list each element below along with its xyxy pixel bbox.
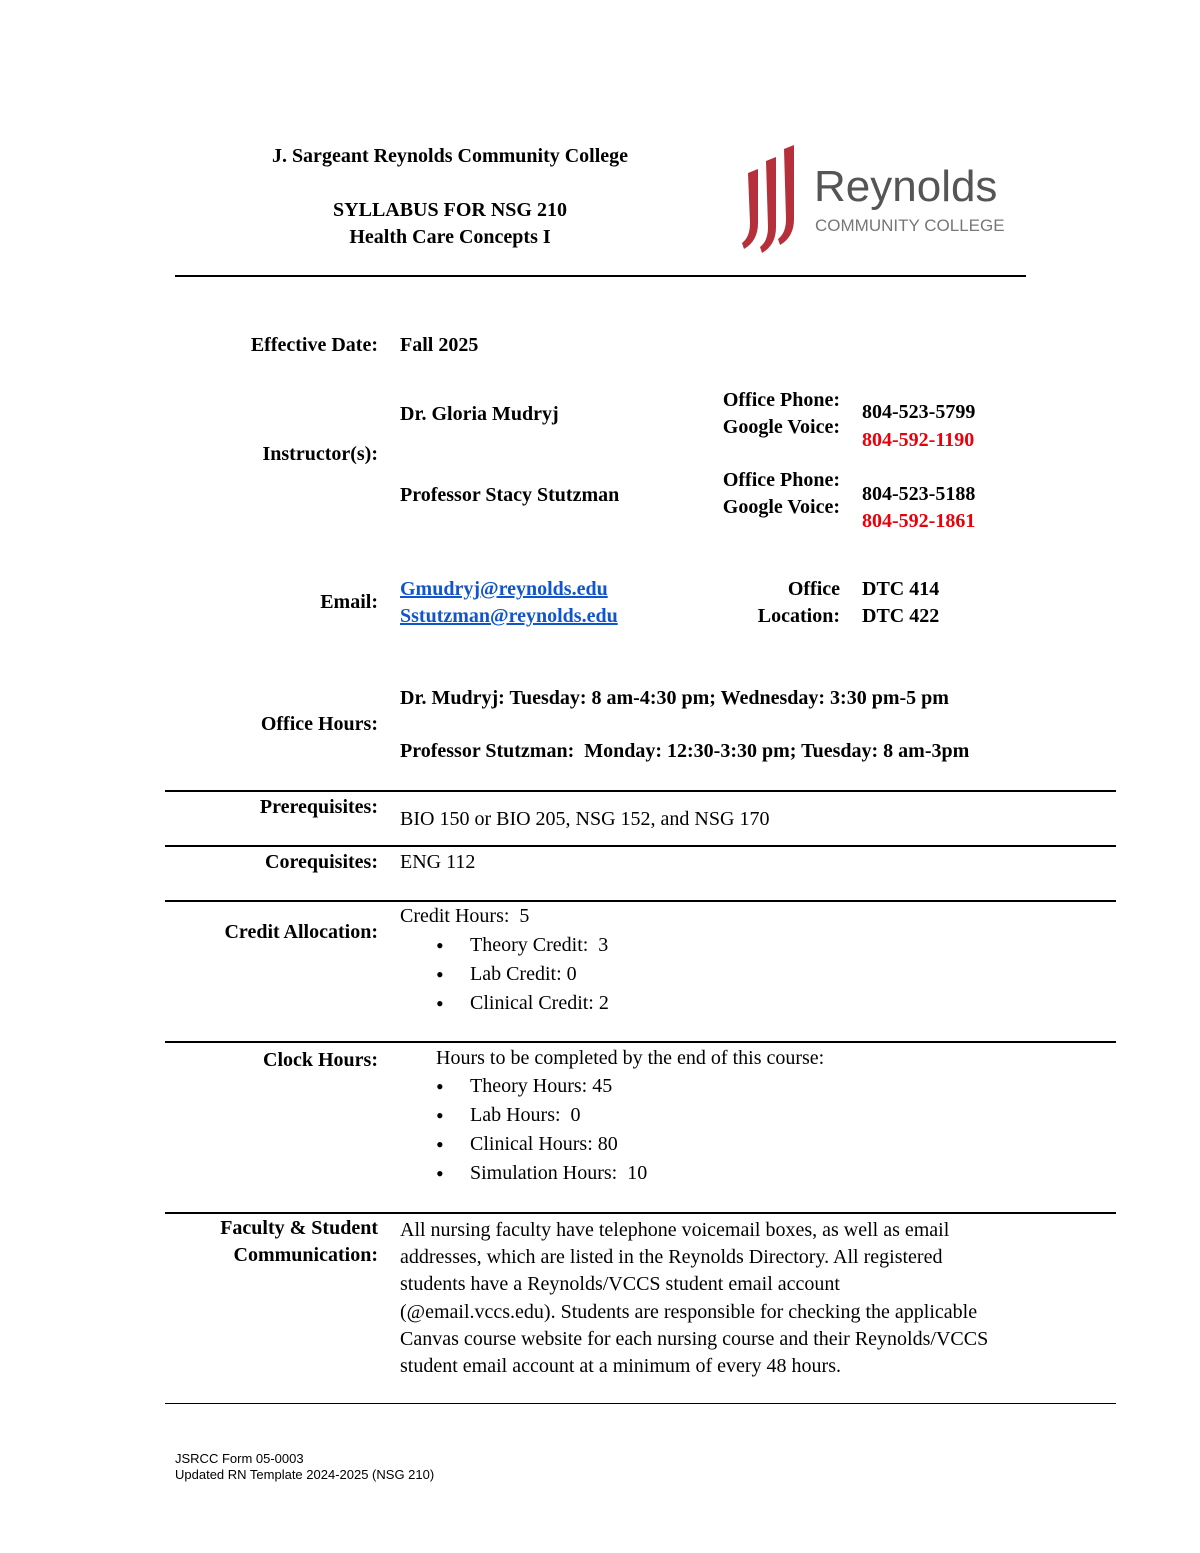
prerequisites-label: Prerequisites:: [259, 796, 378, 818]
email-label: Email:: [320, 591, 378, 613]
email-link-mudryj[interactable]: Gmudryj@reynolds.edu: [400, 578, 608, 600]
logo-subtext: COMMUNITY COLLEGE: [815, 216, 1005, 235]
communication-label-line2: Communication:: [233, 1244, 378, 1266]
office-location-1: DTC 414: [862, 578, 940, 600]
clock-list: [400, 1072, 647, 1188]
instructor-1-voice: 804-592-1190: [862, 429, 975, 451]
communication-body: [400, 1217, 988, 1380]
instructor-1-phone: 804-523-5799: [862, 401, 976, 423]
clock-hours-intro: Hours to be completed by the end of this course:: [436, 1047, 825, 1069]
prerequisites-value: BIO 150 or BIO 205, NSG 152, and NSG 170: [400, 808, 770, 830]
logo-text: Reynolds: [814, 162, 998, 211]
divider-coreq: [165, 845, 1116, 847]
clock-item: • Clinical Hours: 80: [400, 1130, 647, 1159]
office-label-line2: Location:: [757, 605, 840, 627]
divider-clock: [165, 1041, 1116, 1043]
divider-prereq: [165, 790, 1116, 792]
syllabus-title: SYLLABUS FOR NSG 210: [333, 199, 567, 221]
clock-item: • Lab Hours: 0: [400, 1101, 647, 1130]
divider-communication: [165, 1212, 1116, 1214]
credit-list: [400, 931, 609, 1018]
communication-line: All nursing faculty have telephone voicemail boxes, as well as email: [400, 1219, 950, 1241]
instructor-2-phone-label: Office Phone:: [722, 469, 840, 491]
footer-template-note: Updated RN Template 2024-2025 (NSG 210): [175, 1467, 435, 1482]
clock-hours-label: Clock Hours:: [263, 1049, 378, 1071]
communication-line: student email account at a minimum of every 48 hours.: [400, 1355, 841, 1378]
instructor-2-voice: 804-592-1861: [862, 510, 976, 532]
college-name: J. Sargeant Reynolds Community College: [271, 145, 629, 167]
divider-credit: [165, 900, 1116, 902]
instructor-1-phone-label: Office Phone:: [722, 389, 840, 411]
effective-date-label: Effective Date:: [250, 334, 378, 356]
instructor-2-voice-label: Google Voice:: [722, 496, 840, 518]
instructor-1-voice-label: Google Voice:: [722, 416, 840, 438]
email-link-stutzman[interactable]: Sstutzman@reynolds.edu: [400, 605, 618, 627]
instructor-2-phone: 804-523-5188: [862, 483, 976, 505]
credit-item: • Lab Credit: 0: [400, 960, 609, 989]
reynolds-logo: [740, 145, 1010, 255]
footer-form-number: JSRCC Form 05-0003: [175, 1451, 304, 1466]
communication-line: students have a Reynolds/VCCS student email account: [400, 1273, 840, 1296]
logo-mark-icon: [740, 145, 1010, 255]
instructor-1-name: Dr. Gloria Mudryj: [400, 403, 559, 425]
clock-item: • Theory Hours: 45: [400, 1072, 647, 1101]
corequisites-label: Corequisites:: [265, 851, 378, 873]
instructors-label: Instructor(s):: [262, 443, 378, 465]
effective-date-value: Fall 2025: [400, 334, 479, 356]
clock-item: • Simulation Hours: 10: [400, 1159, 647, 1188]
office-hours-stutzman: Professor Stutzman: Monday: 12:30-3:30 pm; Tuesday: 8 am-3pm: [400, 740, 970, 762]
office-location-2: DTC 422: [862, 605, 940, 627]
credit-allocation-label: Credit Allocation:: [224, 921, 378, 943]
header-divider: [175, 275, 1026, 277]
office-label-line1: Office: [787, 578, 840, 600]
credit-item: • Theory Credit: 3: [400, 931, 609, 960]
course-name: Health Care Concepts I: [349, 226, 551, 248]
communication-label-line1: Faculty & Student: [220, 1217, 378, 1239]
office-hours-mudryj: Dr. Mudryj: Tuesday: 8 am-4:30 pm; Wednesday: 3:30 pm-5 pm: [400, 687, 949, 709]
communication-line: Canvas course website for each nursing course and their Reynolds/VCCS: [400, 1327, 989, 1350]
credit-item: • Clinical Credit: 2: [400, 989, 609, 1018]
corequisites-value: ENG 112: [400, 851, 476, 873]
communication-line: (@email.vccs.edu). Students are responsible for checking the applicable: [400, 1300, 978, 1323]
instructor-2-name: Professor Stacy Stutzman: [400, 484, 620, 506]
communication-line: addresses, which are listed in the Reynolds Directory. All registered: [400, 1246, 943, 1269]
credit-hours-intro: Credit Hours: 5: [400, 905, 530, 927]
divider-bottom: [165, 1403, 1116, 1404]
office-hours-label: Office Hours:: [260, 713, 378, 735]
